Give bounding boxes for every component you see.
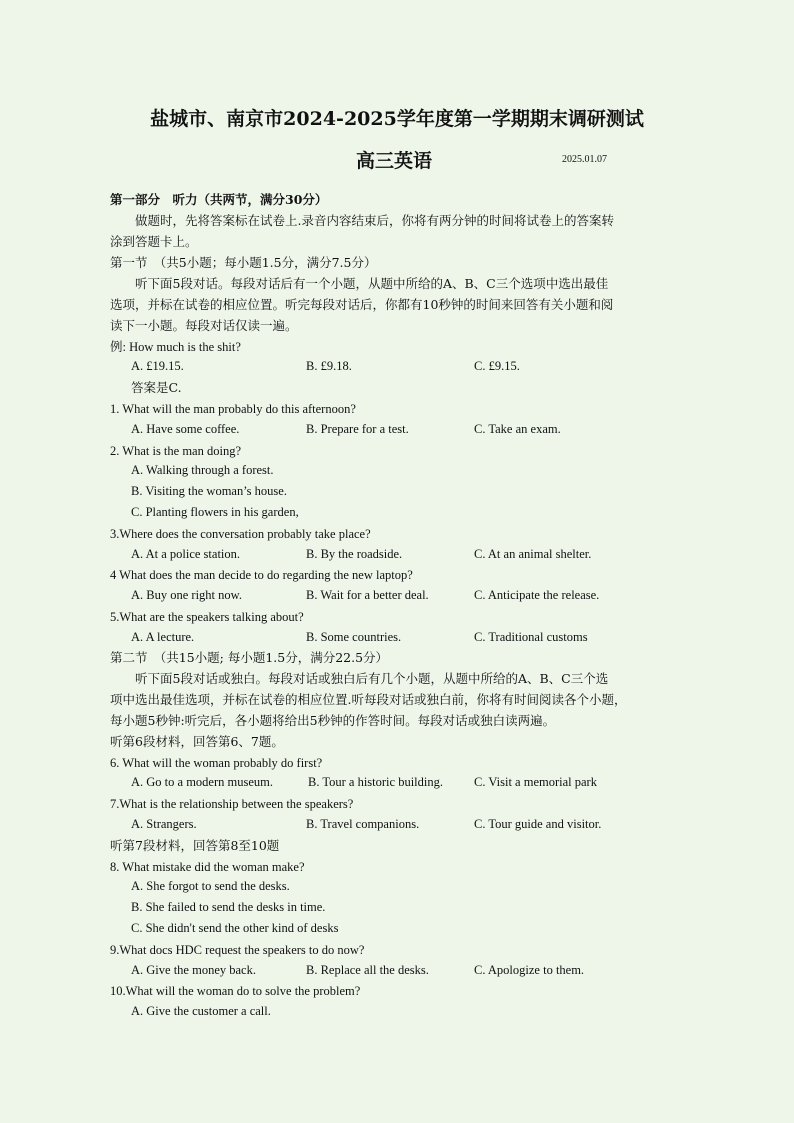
q2-option-c: C. Planting flowers in his garden, <box>131 505 299 519</box>
q9-option-a: A. Give the money back. <box>131 963 256 977</box>
q7-option-c: C. Tour guide and visitor. <box>474 817 602 831</box>
q2-question: 2. What is the man doing? <box>110 444 241 458</box>
q3-question: 3.Where does the conversation probably take place? <box>110 527 371 541</box>
q4-question: 4 What does the man decide to do regarding the new laptop? <box>110 568 413 582</box>
section2-instruction-line1: 听下面5段对话或独白。每段对话或独白后有几个小题，从题中所给的A、B、C三个选 <box>110 671 609 686</box>
example-question: 例: How much is the shit? <box>110 340 241 354</box>
example-option-a: A. £19.15. <box>131 359 184 373</box>
q1-option-b: B. Prepare for a test. <box>306 422 409 436</box>
q3-option-c: C. At an animal shelter. <box>474 547 592 561</box>
q1-question: 1. What will the man probably do this afternoon? <box>110 402 356 416</box>
section1-instruction-line1: 听下面5段对话。每段对话后有一个小题，从题中所给的A、B、C三个选项中选出最佳 <box>110 276 609 291</box>
q4-option-b: B. Wait for a better deal. <box>306 588 429 602</box>
example-option-b: B. £9.18. <box>306 359 352 373</box>
q3-option-b: B. By the roadside. <box>306 547 403 561</box>
section2-instruction-line3: 每小题5秒钟:听完后，各小题将给出5秒钟的作答时间。每段对话或独白读两遍。 <box>110 713 556 728</box>
q6-option-a: A. Go to a modern museum. <box>131 775 273 789</box>
section1-instruction-line2: 选项，并标在试卷的相应位置。听完每段对话后，你都有10秒钟的时间来回答有关小题和阅 <box>110 297 614 312</box>
q6-option-c: C. Visit a memorial park <box>474 775 597 789</box>
q9-option-c: C. Apologize to them. <box>474 963 585 977</box>
q8-option-b: B. She failed to send the desks in time. <box>131 900 326 914</box>
section2-heading: 第二节 （共15小题; 每小题1.5分，满分22.5分） <box>110 650 389 665</box>
q2-option-b: B. Visiting the woman’s house. <box>131 484 287 498</box>
q7-question: 7.What is the relationship between the speakers? <box>110 797 354 811</box>
q7-option-b: B. Travel companions. <box>306 817 420 831</box>
q5-option-a: A. A lecture. <box>131 630 195 644</box>
q9-question: 9.What docs HDC request the speakers to do now? <box>110 943 365 957</box>
exam-title: 盐城市、南京市2024-2025学年度第一学期期末调研测试 <box>150 108 644 130</box>
q10-option-a: A. Give the customer a call. <box>131 1004 271 1018</box>
section1-instruction-line3: 读下一小题。每段对话仅读一遍。 <box>110 318 298 333</box>
q4-option-a: A. Buy one right now. <box>131 588 242 602</box>
section2-instruction-line2: 项中选出最佳选项，并标在试卷的相应位置.听每段对话或独白前，你将有时间阅读各个小题， <box>110 692 627 707</box>
q10-question: 10.What will the woman do to solve the problem? <box>110 984 361 998</box>
q1-option-c: C. Take an exam. <box>474 422 561 436</box>
q7-option-a: A. Strangers. <box>131 817 197 831</box>
section1-heading: 第一节 （共5小题；每小题1.5分，满分7.5分） <box>110 255 377 270</box>
material6-heading: 听第6段材料，回答第6、7题。 <box>110 734 284 749</box>
part1-instruction-line2: 涂到答题卡上。 <box>110 234 198 249</box>
q8-question: 8. What mistake did the woman make? <box>110 860 305 874</box>
q9-option-b: B. Replace all the desks. <box>306 963 429 977</box>
q4-option-c: C. Anticipate the release. <box>474 588 600 602</box>
q3-option-a: A. At a police station. <box>131 547 241 561</box>
example-option-c: C. £9.15. <box>474 359 520 373</box>
example-answer: 答案是C. <box>131 380 182 395</box>
q8-option-c: C. She didn't send the other kind of desks <box>131 921 339 935</box>
q1-option-a: A. Have some coffee. <box>131 422 240 436</box>
q6-option-b: B. Tour a historic building. <box>308 775 443 789</box>
q2-option-a: A. Walking through a forest. <box>131 463 274 477</box>
exam-date: 2025.01.07 <box>562 154 607 165</box>
exam-subtitle: 高三英语 <box>356 150 433 172</box>
q6-question: 6. What will the woman probably do first? <box>110 756 323 770</box>
q5-option-c: C. Traditional customs <box>474 630 588 644</box>
part1-instruction-line1: 做题时，先将答案标在试卷上.录音内容结束后，你将有两分钟的时间将试卷上的答案转 <box>110 213 614 228</box>
q8-option-a: A. She forgot to send the desks. <box>131 879 290 893</box>
part1-heading: 第一部分 听力（共两节，满分30分） <box>110 192 328 207</box>
q5-question: 5.What are the speakers talking about? <box>110 610 304 624</box>
material7-heading: 听第7段材料，回答第8至10题 <box>110 838 280 853</box>
q5-option-b: B. Some countries. <box>306 630 402 644</box>
